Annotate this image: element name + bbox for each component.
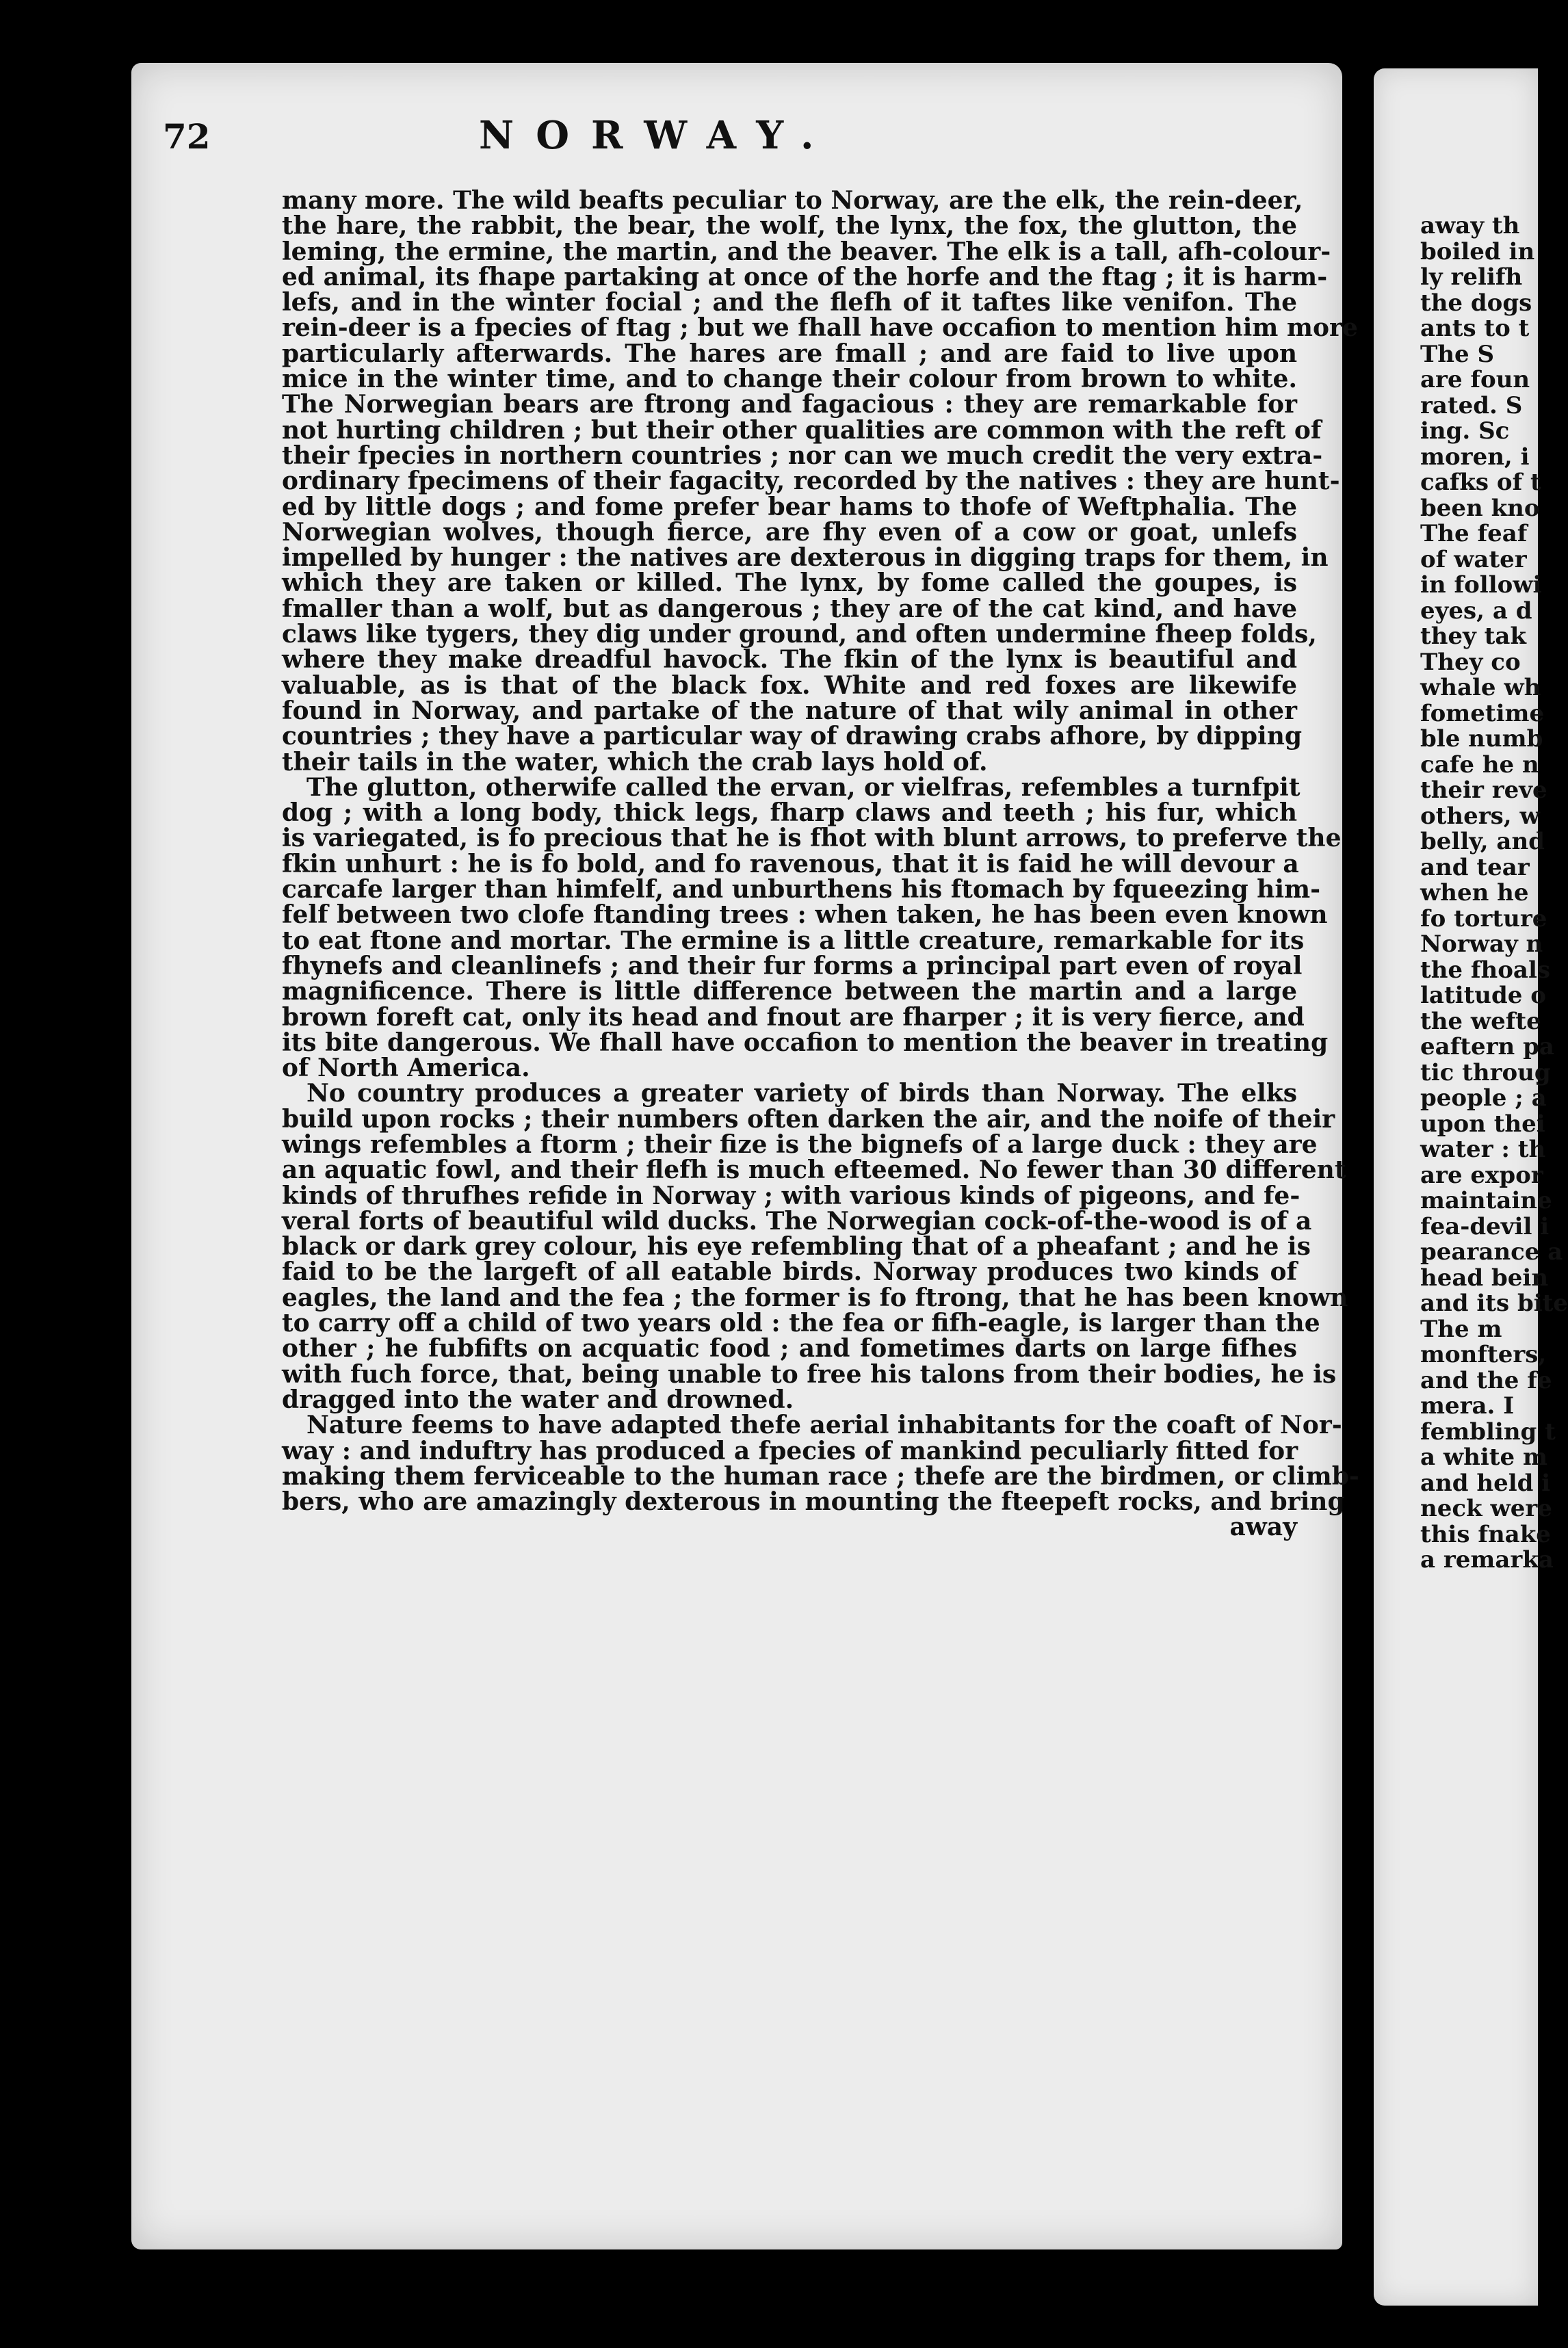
right-text-line: They co <box>1420 648 1521 676</box>
text-line: to eat ftone and mortar. The ermine is a little creature, remarkable for its <box>282 926 1305 955</box>
right-text-line: ants to t <box>1420 315 1530 342</box>
text-line: found in Norway, and partake of the nature of that wily animal in other <box>282 696 1297 725</box>
text-line: countries ; they have a particular way of drawing crabs afhore, by dipping <box>282 722 1303 751</box>
text-line: of North America. <box>282 1054 530 1083</box>
text-line: ed by little dogs ; and fome prefer bear hams to thofe of Weftphalia. The <box>282 492 1297 521</box>
text-line: felf between two clofe ftanding trees : when taken, he has been even known <box>282 900 1328 930</box>
right-text-line: eyes, a d <box>1420 597 1532 625</box>
text-line: an aquatic fowl, and their flefh is much efteemed. No fewer than 30 different <box>282 1156 1346 1185</box>
right-text-line: a white m <box>1420 1444 1547 1471</box>
text-line: dragged into the water and drowned. <box>282 1385 794 1414</box>
text-line: particularly afterwards. The hares are fmall ; and are faid to live upon <box>282 339 1297 368</box>
text-line: ordinary fpecimens of their fagacity, recorded by the natives : they are hunt- <box>282 467 1340 496</box>
text-line: the hare, the rabbit, the bear, the wolf, the lynx, the fox, the glutton, the <box>282 211 1297 241</box>
right-text-line: The feaf <box>1420 520 1528 547</box>
right-text-line: in followi <box>1420 571 1542 599</box>
right-text-line: a remarka <box>1420 1546 1554 1574</box>
text-line: way : and induftry has produced a fpecies of mankind peculiarly fitted for <box>282 1436 1298 1465</box>
text-line: fmaller than a wolf, but as dangerous ; they are of the cat kind, and have <box>282 594 1297 623</box>
text-line: black or dark grey colour, his eye refembling that of a pheafant ; and he is <box>282 1232 1311 1262</box>
right-text-line: fometime <box>1420 699 1545 727</box>
right-text-line: they tak <box>1420 623 1526 650</box>
text-line: which they are taken or killed. The lynx, by fome called the goupes, is <box>282 569 1297 598</box>
right-text-line: people ; a <box>1420 1084 1547 1112</box>
right-text-line: this fnake <box>1420 1520 1551 1548</box>
right-text-line: others, w <box>1420 802 1540 830</box>
right-text-line: whale wh <box>1420 674 1541 701</box>
right-text-line: are foun <box>1420 366 1530 393</box>
text-line: to carry off a child of two years old : the fea or fifh-eagle, is larger than the <box>282 1309 1320 1338</box>
text-line: is variegated, is fo precious that he is fhot with blunt arrows, to preferve the <box>282 824 1342 853</box>
text-line: ed animal, its fhape partaking at once of the horfe and the ftag ; it is harm- <box>282 262 1328 291</box>
text-line: valuable, as is that of the black fox. White and red foxes are likewife <box>282 670 1297 700</box>
text-line: build upon rocks ; their numbers often darken the air, and the noife of their <box>282 1104 1335 1134</box>
text-line: its bite dangerous. We fhall have occafion to mention the beaver in treating <box>282 1028 1329 1057</box>
right-text-line: moren, i <box>1420 443 1530 471</box>
text-line: lefs, and in the winter focial ; and the flefh of it taftes like venifon. The <box>282 288 1297 317</box>
right-text-line: the dogs <box>1420 289 1532 317</box>
page-number: 72 <box>163 116 211 157</box>
text-line: claws like tygers, they dig under ground, and often undermine fheep folds, <box>282 620 1317 649</box>
right-text-line: Norway n <box>1420 930 1543 958</box>
text-line: many more. The wild beafts peculiar to Norway, are the elk, the rein-deer, <box>282 186 1303 215</box>
text-line: brown foreft cat, only its head and fnout are fharper ; it is very fierce, and <box>282 1002 1305 1032</box>
text-line: Nature feems to have adapted thefe aerial inhabitants for the coaft of Nor- <box>306 1411 1342 1440</box>
text-line: where they make dreadful havock. The fkin of the lynx is beautiful and <box>282 645 1297 675</box>
running-head: NORWAY. <box>479 113 836 158</box>
right-text-line: are expor <box>1420 1161 1543 1189</box>
right-text-line: of water <box>1420 545 1527 573</box>
text-line: leming, the ermine, the martin, and the beaver. The elk is a tall, afh-colour- <box>282 237 1331 266</box>
text-line: wings refembles a ftorm ; their fize is the bignefs of a large duck : they are <box>282 1130 1318 1159</box>
right-text-line: ing. Sc <box>1420 417 1510 445</box>
right-text-line: and its bite <box>1420 1290 1568 1317</box>
right-text-line: ble numb <box>1420 725 1543 753</box>
right-text-line: water : th <box>1420 1136 1546 1163</box>
right-page-text <box>1420 212 1568 1574</box>
text-line: impelled by hunger : the natives are dexterous in digging traps for them, in <box>282 543 1329 573</box>
text-line: making them ferviceable to the human race ; thefe are the birdmen, or climb- <box>282 1461 1359 1491</box>
right-text-line: ly relifh <box>1420 263 1523 291</box>
text-line: The glutton, otherwife called the ervan, or vielfras, refembles a turnfpit <box>306 772 1301 802</box>
right-text-line: boiled in <box>1420 237 1535 265</box>
right-text-line: head bein <box>1420 1264 1549 1292</box>
text-line: their fpecies in northern countries ; nor can we much credit the very extra- <box>282 441 1323 470</box>
right-text-line: belly, and <box>1420 828 1545 855</box>
text-line: The Norwegian bears are ftrong and fagacious : they are remarkable for <box>282 390 1297 419</box>
right-text-line: and tear <box>1420 853 1530 881</box>
right-text-line: and held i <box>1420 1469 1551 1497</box>
right-text-line: latitude o <box>1420 982 1546 1009</box>
right-text-line: been kno <box>1420 494 1540 522</box>
right-text-line: maintaine <box>1420 1187 1552 1214</box>
right-text-line: their reve <box>1420 777 1547 804</box>
text-line: faid to be the largeft of all eatable birds. Norway produces two kinds of <box>282 1257 1297 1287</box>
text-line: not hurting children ; but their other qualities are common with the reft of <box>282 415 1322 445</box>
right-text-line: eaftern pa <box>1420 1033 1554 1060</box>
text-line: with fuch force, that, being unable to free his talons from their bodies, he is <box>282 1359 1337 1389</box>
right-text-line: the fhoals <box>1420 956 1551 984</box>
right-text-line: rated. S <box>1420 391 1523 419</box>
text-line: away <box>1229 1513 1297 1542</box>
right-text-line: upon thei <box>1420 1110 1545 1138</box>
text-line: veral forts of beautiful wild ducks. The Norwegian cock-of-the-wood is of a <box>282 1206 1312 1236</box>
text-line: fkin unhurt : he is fo bold, and fo ravenous, that it is faid he will devour a <box>282 849 1299 878</box>
right-text-line: fo torture <box>1420 904 1547 932</box>
text-line: eagles, the land and the fea ; the former is fo ftrong, that he has been known <box>282 1283 1348 1312</box>
text-line: magnificence. There is little difference between the martin and a large <box>282 977 1297 1006</box>
text-line: Norwegian wolves, though fierce, are fhy even of a cow or goat, unlefs <box>282 517 1297 547</box>
right-text-line: cafks of t <box>1420 469 1541 496</box>
body-text <box>282 186 1359 1542</box>
right-text-line: mera. I <box>1420 1392 1515 1420</box>
right-text-line: away th <box>1420 212 1520 239</box>
right-text-line: The S <box>1420 340 1495 368</box>
text-line: No country produces a greater variety of birds than Norway. The elks <box>306 1079 1297 1108</box>
text-line: fhynefs and cleanlinefs ; and their fur forms a principal part even of royal <box>282 951 1303 980</box>
right-text-line: fea-devil i <box>1420 1212 1550 1240</box>
text-line: bers, who are amazingly dexterous in mounting the fteepeft rocks, and bring <box>282 1487 1345 1517</box>
right-text-line: tic throug <box>1420 1058 1551 1086</box>
right-text-line: the wefte <box>1420 1007 1541 1035</box>
text-line: mice in the winter time, and to change their colour from brown to white. <box>282 365 1297 394</box>
right-text-line: when he <box>1420 879 1529 906</box>
right-text-line: monfters, <box>1420 1341 1547 1368</box>
right-text-line: The m <box>1420 1315 1502 1343</box>
text-line: carcafe larger than himfelf, and unburthens his ftomach by fqueezing him- <box>282 875 1321 904</box>
text-line: rein-deer is a fpecies of ftag ; but we fhall have occafion to mention him more <box>282 313 1358 343</box>
text-line: kinds of thrufhes refide in Norway ; with various kinds of pigeons, and fe- <box>282 1181 1301 1210</box>
text-line: other ; he fubfifts on acquatic food ; and fometimes darts on large fifhes <box>282 1334 1297 1364</box>
text-line: their tails in the water, which the crab lays hold of. <box>282 747 988 777</box>
text-line: dog ; with a long body, thick legs, fharp claws and teeth ; his fur, which <box>282 798 1297 828</box>
right-text-line: pearance a <box>1420 1238 1563 1266</box>
right-text-line: neck were <box>1420 1495 1552 1522</box>
right-text-line: and the fe <box>1420 1366 1552 1394</box>
right-text-line: cafe he n <box>1420 751 1539 779</box>
right-text-line: fembling t <box>1420 1418 1556 1446</box>
right-page <box>1374 68 1568 2306</box>
